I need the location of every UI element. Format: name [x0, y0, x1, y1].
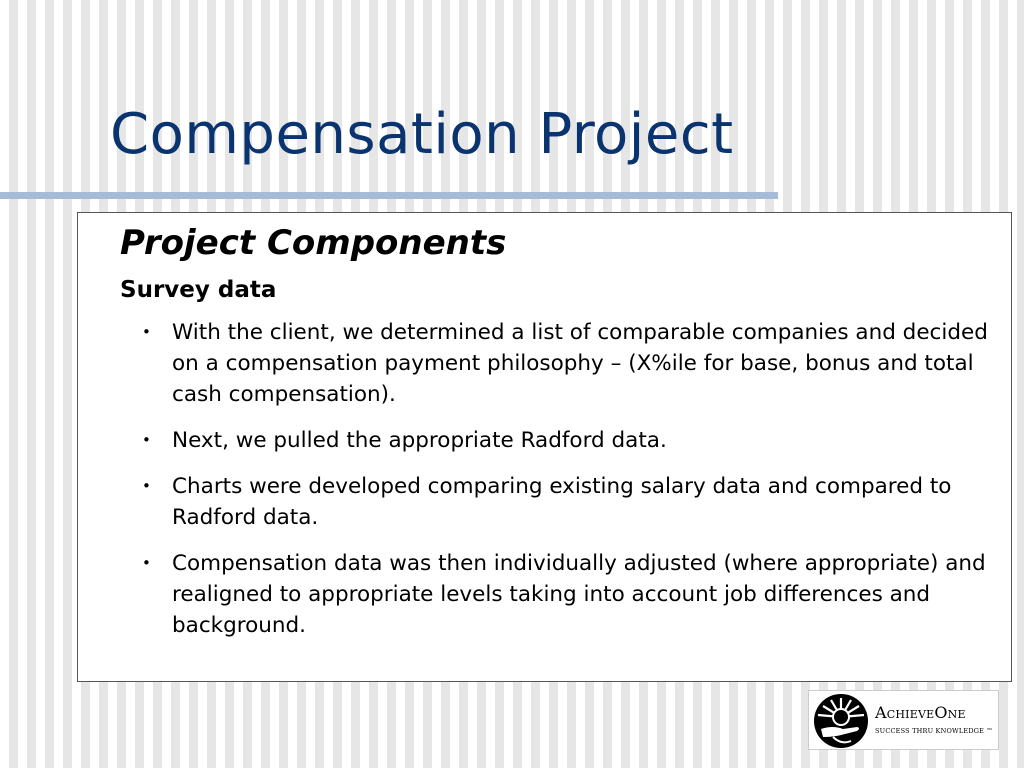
bullet-item: [138, 425, 988, 456]
bullet-text: With the client, we determined a list of comparable companies and decided on a compensation payment philosophy – (X%ile for base, bonus and total cash compensation).: [172, 320, 988, 407]
bullet-dot-icon: •: [142, 477, 151, 495]
bullet-item: [138, 548, 988, 641]
sunburst-hand-icon: [813, 693, 869, 749]
content-box: [77, 212, 1012, 682]
slide-title: Compensation Project: [110, 102, 734, 167]
bullet-text: Next, we pulled the appropriate Radford data.: [172, 428, 667, 453]
subheading: Survey data: [120, 277, 277, 303]
logo-name: AchieveOne: [875, 703, 966, 722]
section-heading: Project Components: [120, 223, 507, 263]
bullet-dot-icon: •: [142, 431, 151, 449]
company-logo: [808, 690, 999, 750]
bullet-dot-icon: •: [142, 323, 151, 341]
bullet-text: Charts were developed comparing existing salary data and compared to Radford data.: [172, 474, 952, 530]
title-underline: [0, 192, 778, 199]
bullet-text: Compensation data was then individually adjusted (where appropriate) and realigned to appropriate levels taking into account job differences and background.: [172, 551, 986, 638]
bullet-item: [138, 471, 988, 533]
bullet-list: [138, 317, 988, 656]
bullet-dot-icon: •: [142, 554, 151, 572]
bullet-item: [138, 317, 988, 410]
logo-tagline: SUCCESS THRU KNOWLEDGE ™: [875, 727, 994, 735]
